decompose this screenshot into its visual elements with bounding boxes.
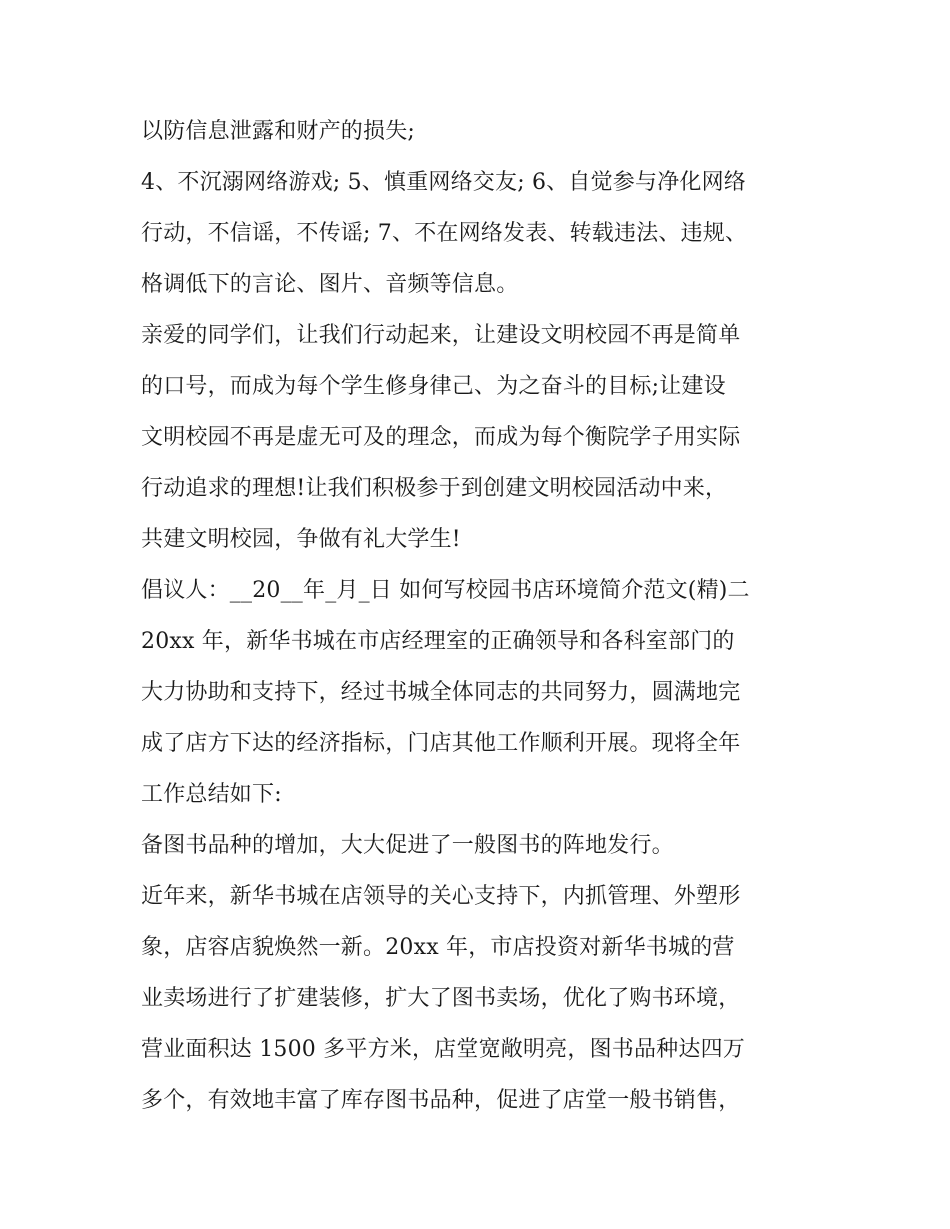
text-line: 亲爱的同学们，让我们行动起来，让建设文明校园不再是简单: [141, 323, 741, 348]
text-line: 近年来，新华书城在店领导的关心支持下，内抓管理、外塑形: [141, 884, 741, 909]
text-line: 4、不沉溺网络游戏; 5、慎重网络交友; 6、自觉参与净化网络: [141, 170, 747, 195]
text-line: 文明校园不再是虚无可及的理念，而成为每个衡院学子用实际: [141, 425, 741, 450]
text-line: 的口号，而成为每个学生修身律己、为之奋斗的目标;让建设: [141, 374, 726, 399]
text-line: 工作总结如下:: [141, 782, 282, 807]
text-line: 象，店容店貌焕然一新。20xx 年，市店投资对新华书城的营: [141, 935, 735, 960]
text-line: 格调低下的言论、图片、音频等信息。: [141, 272, 519, 297]
text-line: 以防信息泄露和财产的损失;: [141, 119, 416, 144]
text-line: 多个，有效地丰富了库存图书品种，促进了店堂一般书销售，: [141, 1088, 741, 1113]
text-line: 营业面积达 1500 多平方米，店堂宽敞明亮，图书品种达四万: [141, 1037, 745, 1062]
text-line: 成了店方下达的经济指标，门店其他工作顺利开展。现将全年: [141, 731, 741, 756]
text-line: 大力协助和支持下，经过书城全体同志的共同努力，圆满地完: [141, 680, 741, 705]
text-line: 共建文明校园，争做有礼大学生!: [141, 527, 461, 552]
text-line: 行动，不信谣，不传谣; 7、不在网络发表、转载违法、违规、: [141, 221, 748, 246]
text-line: 备图书品种的增加，大大促进了一般图书的阵地发行。: [141, 833, 674, 858]
text-line: 倡议人：__20__年_月_日 如何写校园书店环境简介范文(精)二: [141, 578, 750, 603]
document-body: [141, 106, 821, 1126]
text-line: 20xx 年，新华书城在市店经理室的正确领导和各科室部门的: [141, 629, 735, 654]
text-line: 行动追求的理想!让我们积极参于到创建文明校园活动中来，: [141, 476, 728, 501]
text-line: 业卖场进行了扩建装修，扩大了图书卖场，优化了购书环境，: [141, 986, 741, 1011]
